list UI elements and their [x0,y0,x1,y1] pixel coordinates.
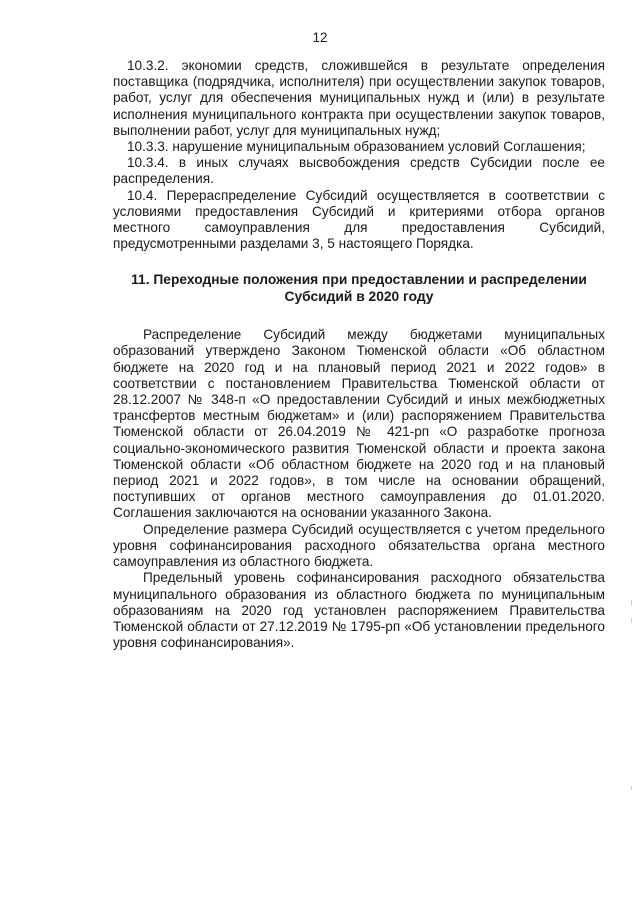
scan-edge-mark [631,786,632,790]
scan-edge-mark [631,600,632,606]
page-number: 12 [312,30,328,45]
section-title: 11. Переходные положения при предоставлении и распределении Субсидий в 2020 году [131,272,587,304]
scan-edge-mark [631,618,632,623]
clause-10-4: 10.4. Перераспределение Субсидий осуществляется в соответствии с условиями предоставления Субсидий и критериями отбора органов местного самоуправления для предоставления Субсидий, предусмотренными разделами 3, 5 настоящего Порядка. [113,187,605,252]
paragraph-distribution: Распределение Субсидий между бюджетами муниципальных образований утверждено Законом Тюменской области «Об областном бюджете на 2020 год и на плановый период 2021 и 2022 годов» в соответствии с постановлением Правительства Тюменской области от 28.12.2007 № 348-п «О предоставлении Субсидий и иных межбюджетных трансфертов местным бюджетам» и (или) распоряжением Правительства Тюменской области от 26.04.2019 № 421-рп «О разработке прогноза социально-экономического развития Тюменской области и проекта закона Тюменской области «Об областном бюджете на 2020 год и на плановый период 2021 и 2022 годов», в том числе на основании обращений, поступивших от органов местного самоуправления до 01.01.2020. Соглашения заключаются на основании указанного Закона. [113,327,605,521]
clause-10-3-3: 10.3.3. нарушение муниципальным образованием условий Соглашения; [127,139,586,155]
clause-10-3-4: 10.3.4. в иных случаях высвобождения средств Субсидии после ее распределения. [113,155,605,187]
paragraph-cofinancing-level: Предельный уровень софинансирования расходного обязательства муниципального образования из областного бюджета по муниципальным образованиям на 2020 год установлен распоряжением Правительства Тюменской области от 27.12.2019 № 1795-рп «Об установлении предельного уровня софинансирования». [113,570,605,651]
document-body [113,58,605,651]
clause-10-3-2: 10.3.2. экономии средств, сложившейся в результате определения поставщика (подрядчика, исполнителя) при осуществлении закупок товаров, работ, услуг для обеспечения муниципальных нужд и (или) в результате исполнения муниципального контракта при осуществлении закупок товаров, выполнении работ, услуг для муниципальных нужд; [113,58,605,138]
paragraph-subsidy-size: Определение размера Субсидий осуществляется с учетом предельного уровня софинансирования расходного обязательства органа местного самоуправления из областного бюджета. [113,521,605,570]
